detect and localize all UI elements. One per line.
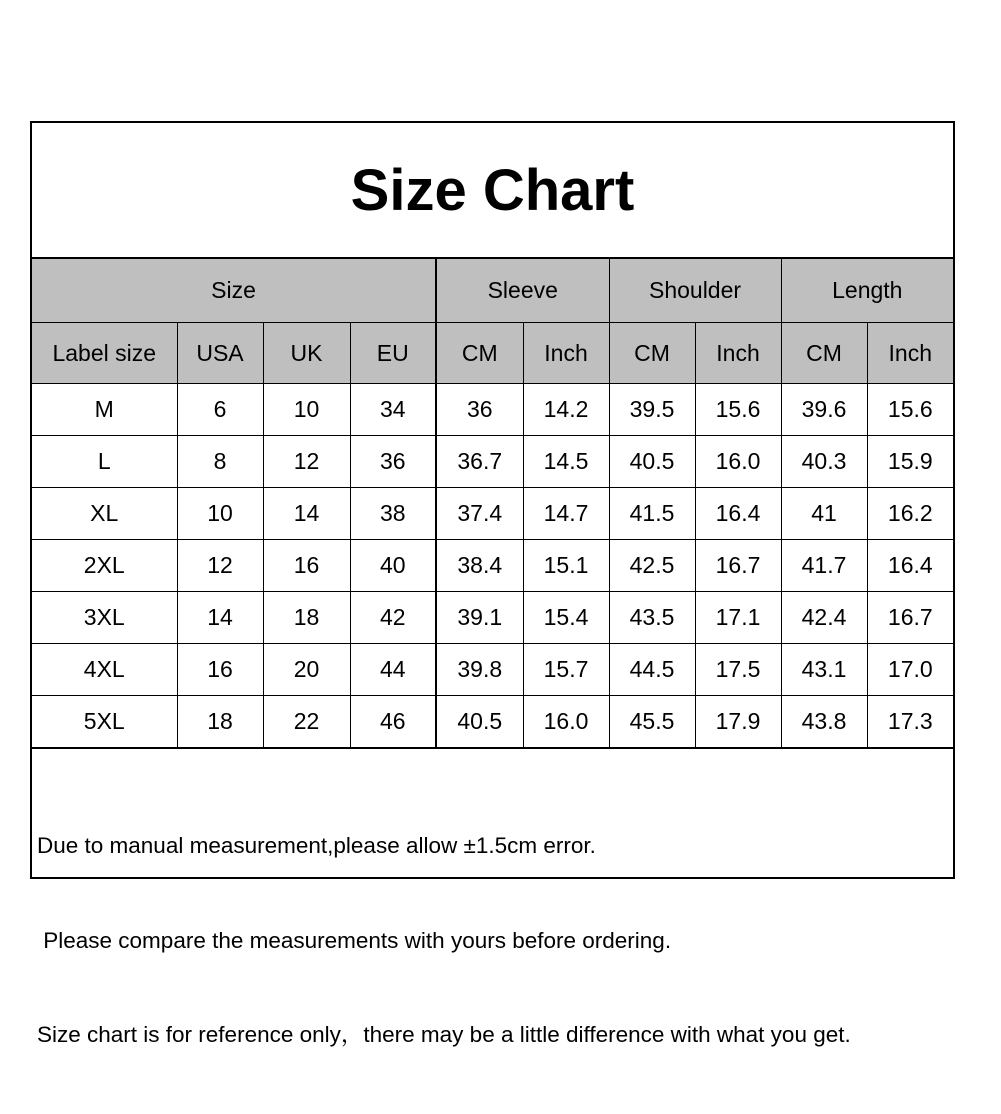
cell-label-size: 4XL xyxy=(32,644,177,696)
cell-eu: 44 xyxy=(350,644,436,696)
note-line: Please compare the measurements with yours before ordering. xyxy=(37,927,672,953)
table-row xyxy=(32,592,953,644)
cell-sleeve-cm: 36.7 xyxy=(436,436,523,488)
table-row xyxy=(32,436,953,488)
cell-sleeve-inch: 15.7 xyxy=(523,644,609,696)
cell-label-size: XL xyxy=(32,488,177,540)
cell-label-size: L xyxy=(32,436,177,488)
cell-shoulder-inch: 16.7 xyxy=(695,540,781,592)
cell-uk: 18 xyxy=(263,592,350,644)
group-header-length: Length xyxy=(781,259,953,323)
cell-shoulder-cm: 39.5 xyxy=(609,384,695,436)
cell-usa: 6 xyxy=(177,384,263,436)
cell-sleeve-cm: 39.8 xyxy=(436,644,523,696)
sub-header-length-cm: CM xyxy=(781,323,867,384)
cell-sleeve-inch: 14.7 xyxy=(523,488,609,540)
cell-sleeve-cm: 40.5 xyxy=(436,696,523,749)
page-title: Size Chart xyxy=(32,123,953,259)
cell-usa: 18 xyxy=(177,696,263,749)
notes xyxy=(32,749,953,1114)
sub-header-sleeve-inch: Inch xyxy=(523,323,609,384)
cell-sleeve-inch: 15.1 xyxy=(523,540,609,592)
cell-shoulder-cm: 44.5 xyxy=(609,644,695,696)
cell-length-cm: 39.6 xyxy=(781,384,867,436)
size-table xyxy=(32,259,953,749)
cell-uk: 22 xyxy=(263,696,350,749)
cell-usa: 10 xyxy=(177,488,263,540)
cell-sleeve-inch: 15.4 xyxy=(523,592,609,644)
cell-uk: 16 xyxy=(263,540,350,592)
cell-shoulder-inch: 17.9 xyxy=(695,696,781,749)
sub-header-sleeve-cm: CM xyxy=(436,323,523,384)
table-row xyxy=(32,696,953,749)
cell-shoulder-inch: 16.4 xyxy=(695,488,781,540)
cell-sleeve-inch: 16.0 xyxy=(523,696,609,749)
sub-header-length-inch: Inch xyxy=(867,323,953,384)
cell-label-size: M xyxy=(32,384,177,436)
cell-length-inch: 16.4 xyxy=(867,540,953,592)
cell-length-cm: 43.1 xyxy=(781,644,867,696)
sub-header-usa: USA xyxy=(177,323,263,384)
size-chart xyxy=(30,121,955,1047)
cell-length-inch: 15.9 xyxy=(867,436,953,488)
cell-uk: 14 xyxy=(263,488,350,540)
cell-sleeve-cm: 37.4 xyxy=(436,488,523,540)
cell-shoulder-cm: 45.5 xyxy=(609,696,695,749)
cell-eu: 36 xyxy=(350,436,436,488)
cell-shoulder-inch: 15.6 xyxy=(695,384,781,436)
cell-sleeve-inch: 14.5 xyxy=(523,436,609,488)
cell-shoulder-inch: 16.0 xyxy=(695,436,781,488)
cell-shoulder-cm: 41.5 xyxy=(609,488,695,540)
cell-shoulder-cm: 42.5 xyxy=(609,540,695,592)
group-header-row xyxy=(32,259,953,323)
cell-uk: 10 xyxy=(263,384,350,436)
table-row xyxy=(32,488,953,540)
cell-length-cm: 42.4 xyxy=(781,592,867,644)
cell-usa: 16 xyxy=(177,644,263,696)
cell-usa: 14 xyxy=(177,592,263,644)
cell-sleeve-cm: 38.4 xyxy=(436,540,523,592)
cell-eu: 38 xyxy=(350,488,436,540)
cell-length-inch: 16.2 xyxy=(867,488,953,540)
cell-shoulder-cm: 40.5 xyxy=(609,436,695,488)
cell-uk: 12 xyxy=(263,436,350,488)
cell-length-cm: 41 xyxy=(781,488,867,540)
cell-usa: 12 xyxy=(177,540,263,592)
sub-header-uk: UK xyxy=(263,323,350,384)
cell-label-size: 5XL xyxy=(32,696,177,749)
group-header-size: Size xyxy=(32,259,436,323)
cell-eu: 42 xyxy=(350,592,436,644)
cell-eu: 46 xyxy=(350,696,436,749)
cell-sleeve-cm: 36 xyxy=(436,384,523,436)
cell-shoulder-inch: 17.1 xyxy=(695,592,781,644)
cell-length-cm: 43.8 xyxy=(781,696,867,749)
sub-header-eu: EU xyxy=(350,323,436,384)
cell-shoulder-inch: 17.5 xyxy=(695,644,781,696)
cell-length-inch: 17.0 xyxy=(867,644,953,696)
cell-sleeve-inch: 14.2 xyxy=(523,384,609,436)
note-line: Size chart is for reference only，there may be a little difference with what you get. xyxy=(37,1022,851,1047)
sub-header-shoulder-inch: Inch xyxy=(695,323,781,384)
table-row xyxy=(32,644,953,696)
cell-length-cm: 40.3 xyxy=(781,436,867,488)
sub-header-row xyxy=(32,323,953,384)
cell-sleeve-cm: 39.1 xyxy=(436,592,523,644)
group-header-shoulder: Shoulder xyxy=(609,259,781,323)
cell-shoulder-cm: 43.5 xyxy=(609,592,695,644)
cell-length-inch: 15.6 xyxy=(867,384,953,436)
cell-uk: 20 xyxy=(263,644,350,696)
note-line: Due to manual measurement,please allow ±1.5cm error. xyxy=(37,833,596,858)
table-row xyxy=(32,384,953,436)
cell-label-size: 2XL xyxy=(32,540,177,592)
cell-length-cm: 41.7 xyxy=(781,540,867,592)
sub-header-shoulder-cm: CM xyxy=(609,323,695,384)
cell-length-inch: 16.7 xyxy=(867,592,953,644)
cell-eu: 40 xyxy=(350,540,436,592)
cell-length-inch: 17.3 xyxy=(867,696,953,749)
sub-header-label-size: Label size xyxy=(32,323,177,384)
cell-eu: 34 xyxy=(350,384,436,436)
cell-usa: 8 xyxy=(177,436,263,488)
group-header-sleeve: Sleeve xyxy=(436,259,609,323)
cell-label-size: 3XL xyxy=(32,592,177,644)
table-row xyxy=(32,540,953,592)
